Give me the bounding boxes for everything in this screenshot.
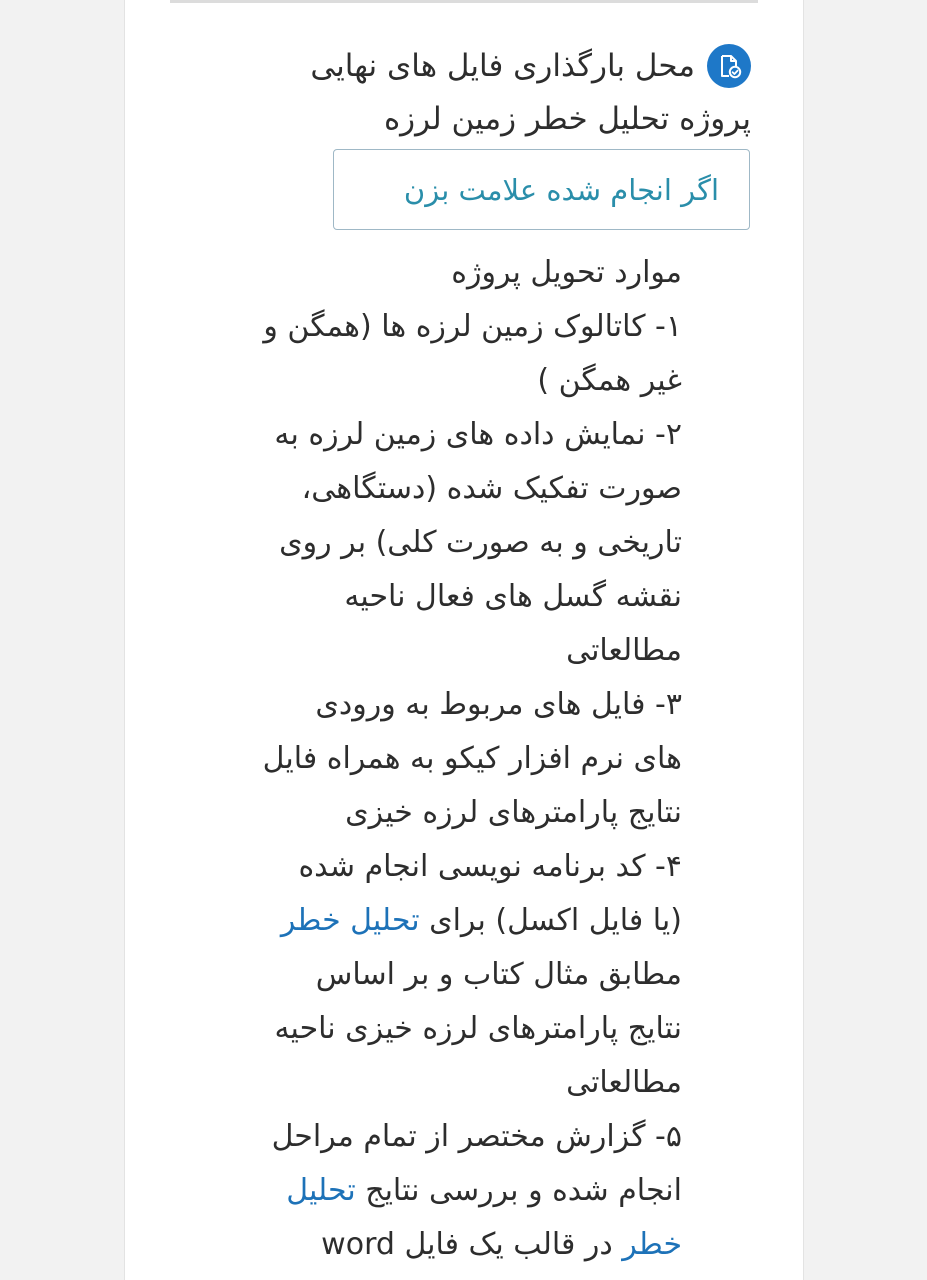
- deliverable-item-line: غیر همگن ): [537, 363, 682, 398]
- top-divider: [170, 0, 758, 3]
- mark-as-done-label: اگر انجام شده علامت بزن: [403, 172, 719, 207]
- activity-description: [212, 246, 682, 1272]
- activity-title-line: پروژه تحلیل خطر زمین لرزه: [383, 101, 751, 137]
- risk-analysis-link[interactable]: تحلیل خطر: [280, 903, 420, 938]
- description-heading: موارد تحویل پروژه: [451, 255, 682, 290]
- deliverable-item-line: نقشه گسل های فعال ناحیه: [344, 579, 682, 614]
- deliverable-item-line: ۵- گزارش مختصر از تمام مراحل: [271, 1119, 682, 1154]
- deliverable-item-line: های نرم افزار کیکو به همراه فایل: [262, 741, 682, 776]
- deliverable-item-text: انجام شده و بررسی نتایج: [355, 1173, 682, 1208]
- deliverable-item-line: ۳- فایل های مربوط به ورودی: [315, 687, 682, 722]
- deliverable-item-line: [212, 1218, 682, 1272]
- deliverable-item-line: مطالعاتی: [566, 633, 682, 668]
- activity-header: [231, 40, 751, 146]
- deliverable-item-line: ۲- نمایش داده های زمین لرزه به: [274, 417, 682, 452]
- deliverable-item-line: صورت تفکیک شده (دستگاهی،: [301, 471, 682, 506]
- deliverable-item-line: مطابق مثال کتاب و بر اساس: [315, 957, 682, 992]
- deliverable-item-line: ۴- کد برنامه نویسی انجام شده: [298, 849, 682, 884]
- risk-analysis-link[interactable]: خطر: [622, 1227, 682, 1262]
- deliverable-item-line: نتایج پارامترهای لرزه خیزی: [345, 795, 682, 830]
- deliverable-item-line: تاریخی و به صورت کلی) بر روی: [279, 525, 682, 560]
- deliverable-item-line: مطالعاتی: [566, 1065, 682, 1100]
- document-check-icon: [707, 44, 751, 88]
- deliverable-item-line: [212, 1164, 682, 1218]
- deliverable-item-line: [212, 894, 682, 948]
- risk-analysis-link[interactable]: تحلیل: [286, 1173, 356, 1208]
- deliverable-item-line: ۱- کاتالوک زمین لرزه ها (همگن و: [263, 309, 682, 344]
- deliverable-item-line: نتایج پارامترهای لرزه خیزی ناحیه: [274, 1011, 682, 1046]
- activity-title[interactable]: [231, 40, 751, 146]
- deliverable-item-text: (یا فایل اکسل) برای: [419, 903, 682, 938]
- activity-title-line: محل بارگذاری فایل های نهایی: [310, 48, 695, 84]
- mark-as-done-button[interactable]: [333, 149, 750, 230]
- deliverable-item-text: در قالب یک فایل word: [321, 1227, 623, 1262]
